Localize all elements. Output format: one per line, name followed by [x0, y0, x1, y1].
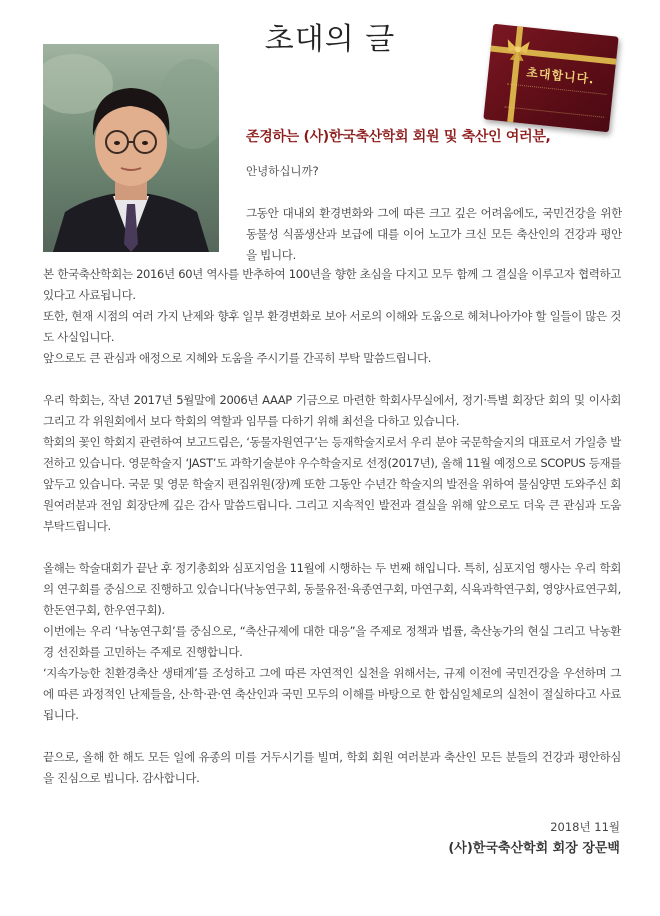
- page-title: 초대의 글: [264, 22, 396, 57]
- paragraph: ‘지속가능한 친환경축산 생태계’를 조성하고 그에 따른 자연적인 실천을 위해서는, 규제 이전에 국민건강을 우선하며 그에 따른 과정적인 난제들을, 산·학·관·연 축산인과 국민 모두의 이해를 바탕으로 한 합심일체로의 실천이 절실하다고 사료됩니다.: [43, 666, 621, 722]
- headline: 존경하는 (사)한국축산학회 회원 및 축산인 여러분,: [246, 129, 551, 145]
- intro-paragraph: 그동안 대내외 환경변화와 그에 따른 크고 깊은 어려움에도, 국민건강을 위한 동물성 식품생산과 보급에 대를 이어 노고가 크신 모든 축산인의 건강과 평안을 빕니다.: [246, 206, 622, 262]
- paragraph: 학회의 꽃인 학회지 관련하여 보고드림은, ‘동물자원연구’는 등재학술지로서 우리 분야 국문학술지의 대표로서 가일층 발전하고 있습니다. 영문학술지 ‘JAST’도 과학기술분야 우수학술지로 선정(2017년), 올해 11월 예정으로 SCOPUS 등재를 앞두고 있습니다. 국문 및 영문 학술지 편집위원(장)께 또한 그동안 수년간 학술지의 발전을 위하여 물심양면 도와주신 회원여러분과 전임 회장단께 깊은 감사 말씀드립니다. 그리고 지속적인 발전과 결실을 위해 앞으로도 더욱 큰 관심과 도움 부탁드립니다.: [43, 435, 621, 533]
- paragraph: 또한, 현재 시점의 여러 가지 난제와 향후 일부 환경변화로 보아 서로의 이해와 도움으로 헤쳐나아가야 할 일들이 많은 것도 사실입니다.: [43, 309, 621, 344]
- letter-body: [43, 264, 621, 789]
- paragraph: 본 한국축산학회는 2016년 60년 역사를 반추하여 100년을 향한 초심을 다지고 모두 함께 그 결실을 이루고자 협력하고 있다고 사료됩니다.: [43, 267, 621, 302]
- president-photo: [43, 44, 219, 252]
- greeting: 안녕하십니까?: [246, 164, 319, 178]
- paragraph: 올해는 학술대회가 끝난 후 정기총회와 심포지엄을 11월에 시행하는 두 번째 해입니다. 특히, 심포지엄 행사는 우리 학회의 연구회를 중심으로 진행하고 있습니다(낙농연구회, 동물유전·육종연구회, 마연구회, 식육과학연구회, 영양사료연구회, 한돈연구회, 한우연구회).: [43, 561, 621, 617]
- paragraph: 앞으로도 큰 관심과 애정으로 지혜와 도움을 주시기를 간곡히 부탁 말씀드립니다.: [43, 351, 432, 365]
- paragraph: 끝으로, 올해 한 해도 모든 일에 유종의 미를 거두시기를 빌며, 학회 회원 여러분과 축산인 모든 분들의 건강과 평안하심을 진심으로 빕니다. 감사합니다.: [43, 750, 621, 785]
- letter-date: 2018년 11월: [550, 820, 620, 834]
- ribbon-bow-icon: [504, 35, 533, 64]
- paragraph: 이번에는 우리 ‘낙농연구회’를 중심으로, “축산규제에 대한 대응”을 주제로 정책과 법률, 축산농가의 현실 그리고 낙농환경 선진화를 고민하는 주제로 진행합니다.: [43, 624, 621, 659]
- signature: (사)한국축산학회 회장 장문백: [448, 841, 620, 856]
- paragraph: 우리 학회는, 작년 2017년 5월말에 2006년 AAAP 기금으로 마련한 학회사무실에서, 정기·특별 회장단 회의 및 이사회 그리고 각 위원회에서 보다 학회의 역할과 임무를 다하기 위해 최선을 다하고 있습니다.: [43, 393, 621, 428]
- invitation-card: [483, 24, 618, 133]
- card-label: 초대합니다.: [525, 65, 596, 87]
